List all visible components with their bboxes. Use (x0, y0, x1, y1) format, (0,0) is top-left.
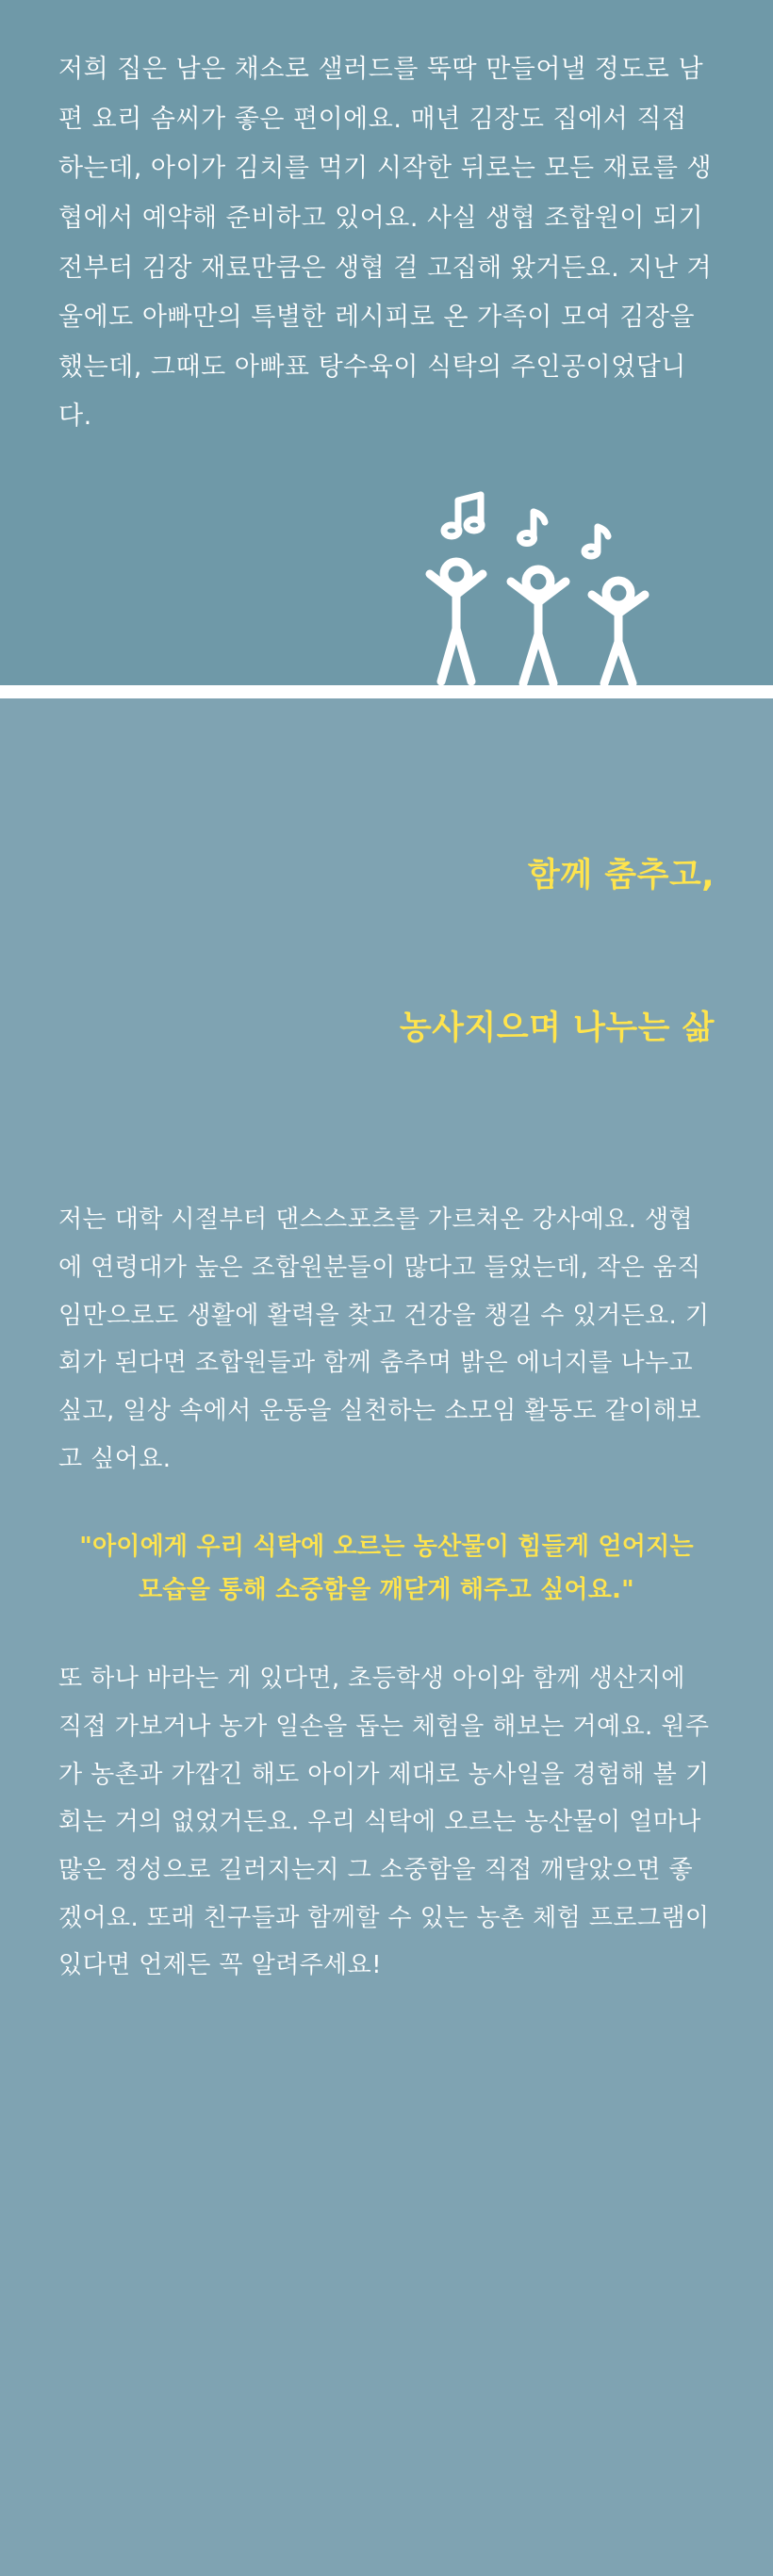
intro-paragraph: 저희 집은 남은 채소로 샐러드를 뚝딱 만들어낼 정도로 남편 요리 솜씨가 좋은 편이에요. 매년 김장도 집에서 직접 하는데, 아이가 김치를 먹기 시작한 뒤로는 모든 재료를 생협에서 예약해 준비하고 있어요. 사실 생협 조합원이 되기 전부터 김장 재료만큼은 생협 걸 고집해 왔거든요. 지난 겨울에도 아빠만의 특별한 레시피로 온 가족이 모여 김장을 했는데, 그때도 아빠표 탕수육이 식탁의 주인공이었답니다. (58, 55, 713, 432)
bottom-section (0, 698, 773, 2576)
top-section (0, 0, 773, 685)
body-paragraph-1: 저는 대학 시절부터 댄스스포츠를 가르쳐온 강사예요. 생협에 연령대가 높은 조합원분들이 많다고 들었는데, 작은 움직임만으로도 생활에 활력을 찾고 건강을 챙길 수 있거든요. 기회가 된다면 조합원들과 함께 춤추며 밝은 에너지를 나누고 싶고, 일상 속에서 운동을 실천하는 소모임 활동도 같이해보고 싶어요. (58, 1206, 710, 1473)
pull-quote: "아이에게 우리 식탁에 오르는 농산물이 힘들게 얻어지는 모습을 통해 소중함을 깨닫게 해주고 싶어요." (79, 1533, 703, 1604)
body-paragraph-2: 또 하나 바라는 게 있다면, 초등학생 아이와 함께 생산지에 직접 가보거나 농가 일손을 돕는 체험을 해보는 거예요. 원주가 농촌과 가깝긴 해도 아이가 제대로 농사일을 경험해 볼 기회는 거의 없었거든요. 우리 식탁에 오르는 농산물이 얼마나 많은 정성으로 길러지는지 그 소중함을 직접 깨달았으면 좋겠어요. 또래 친구들과 함께할 수 있는 농촌 체험 프로그램이 있다면 언제든 꼭 알려주세요! (58, 1665, 718, 1980)
headline-line-1: 함께 춤추고, (527, 856, 715, 894)
headline-line-2: 농사지으며 나누는 삶 (399, 1009, 715, 1048)
dancing-people-illustration (58, 468, 715, 685)
white-divider (0, 685, 773, 698)
dancers-icon (413, 487, 667, 685)
section-headline (58, 747, 715, 1157)
